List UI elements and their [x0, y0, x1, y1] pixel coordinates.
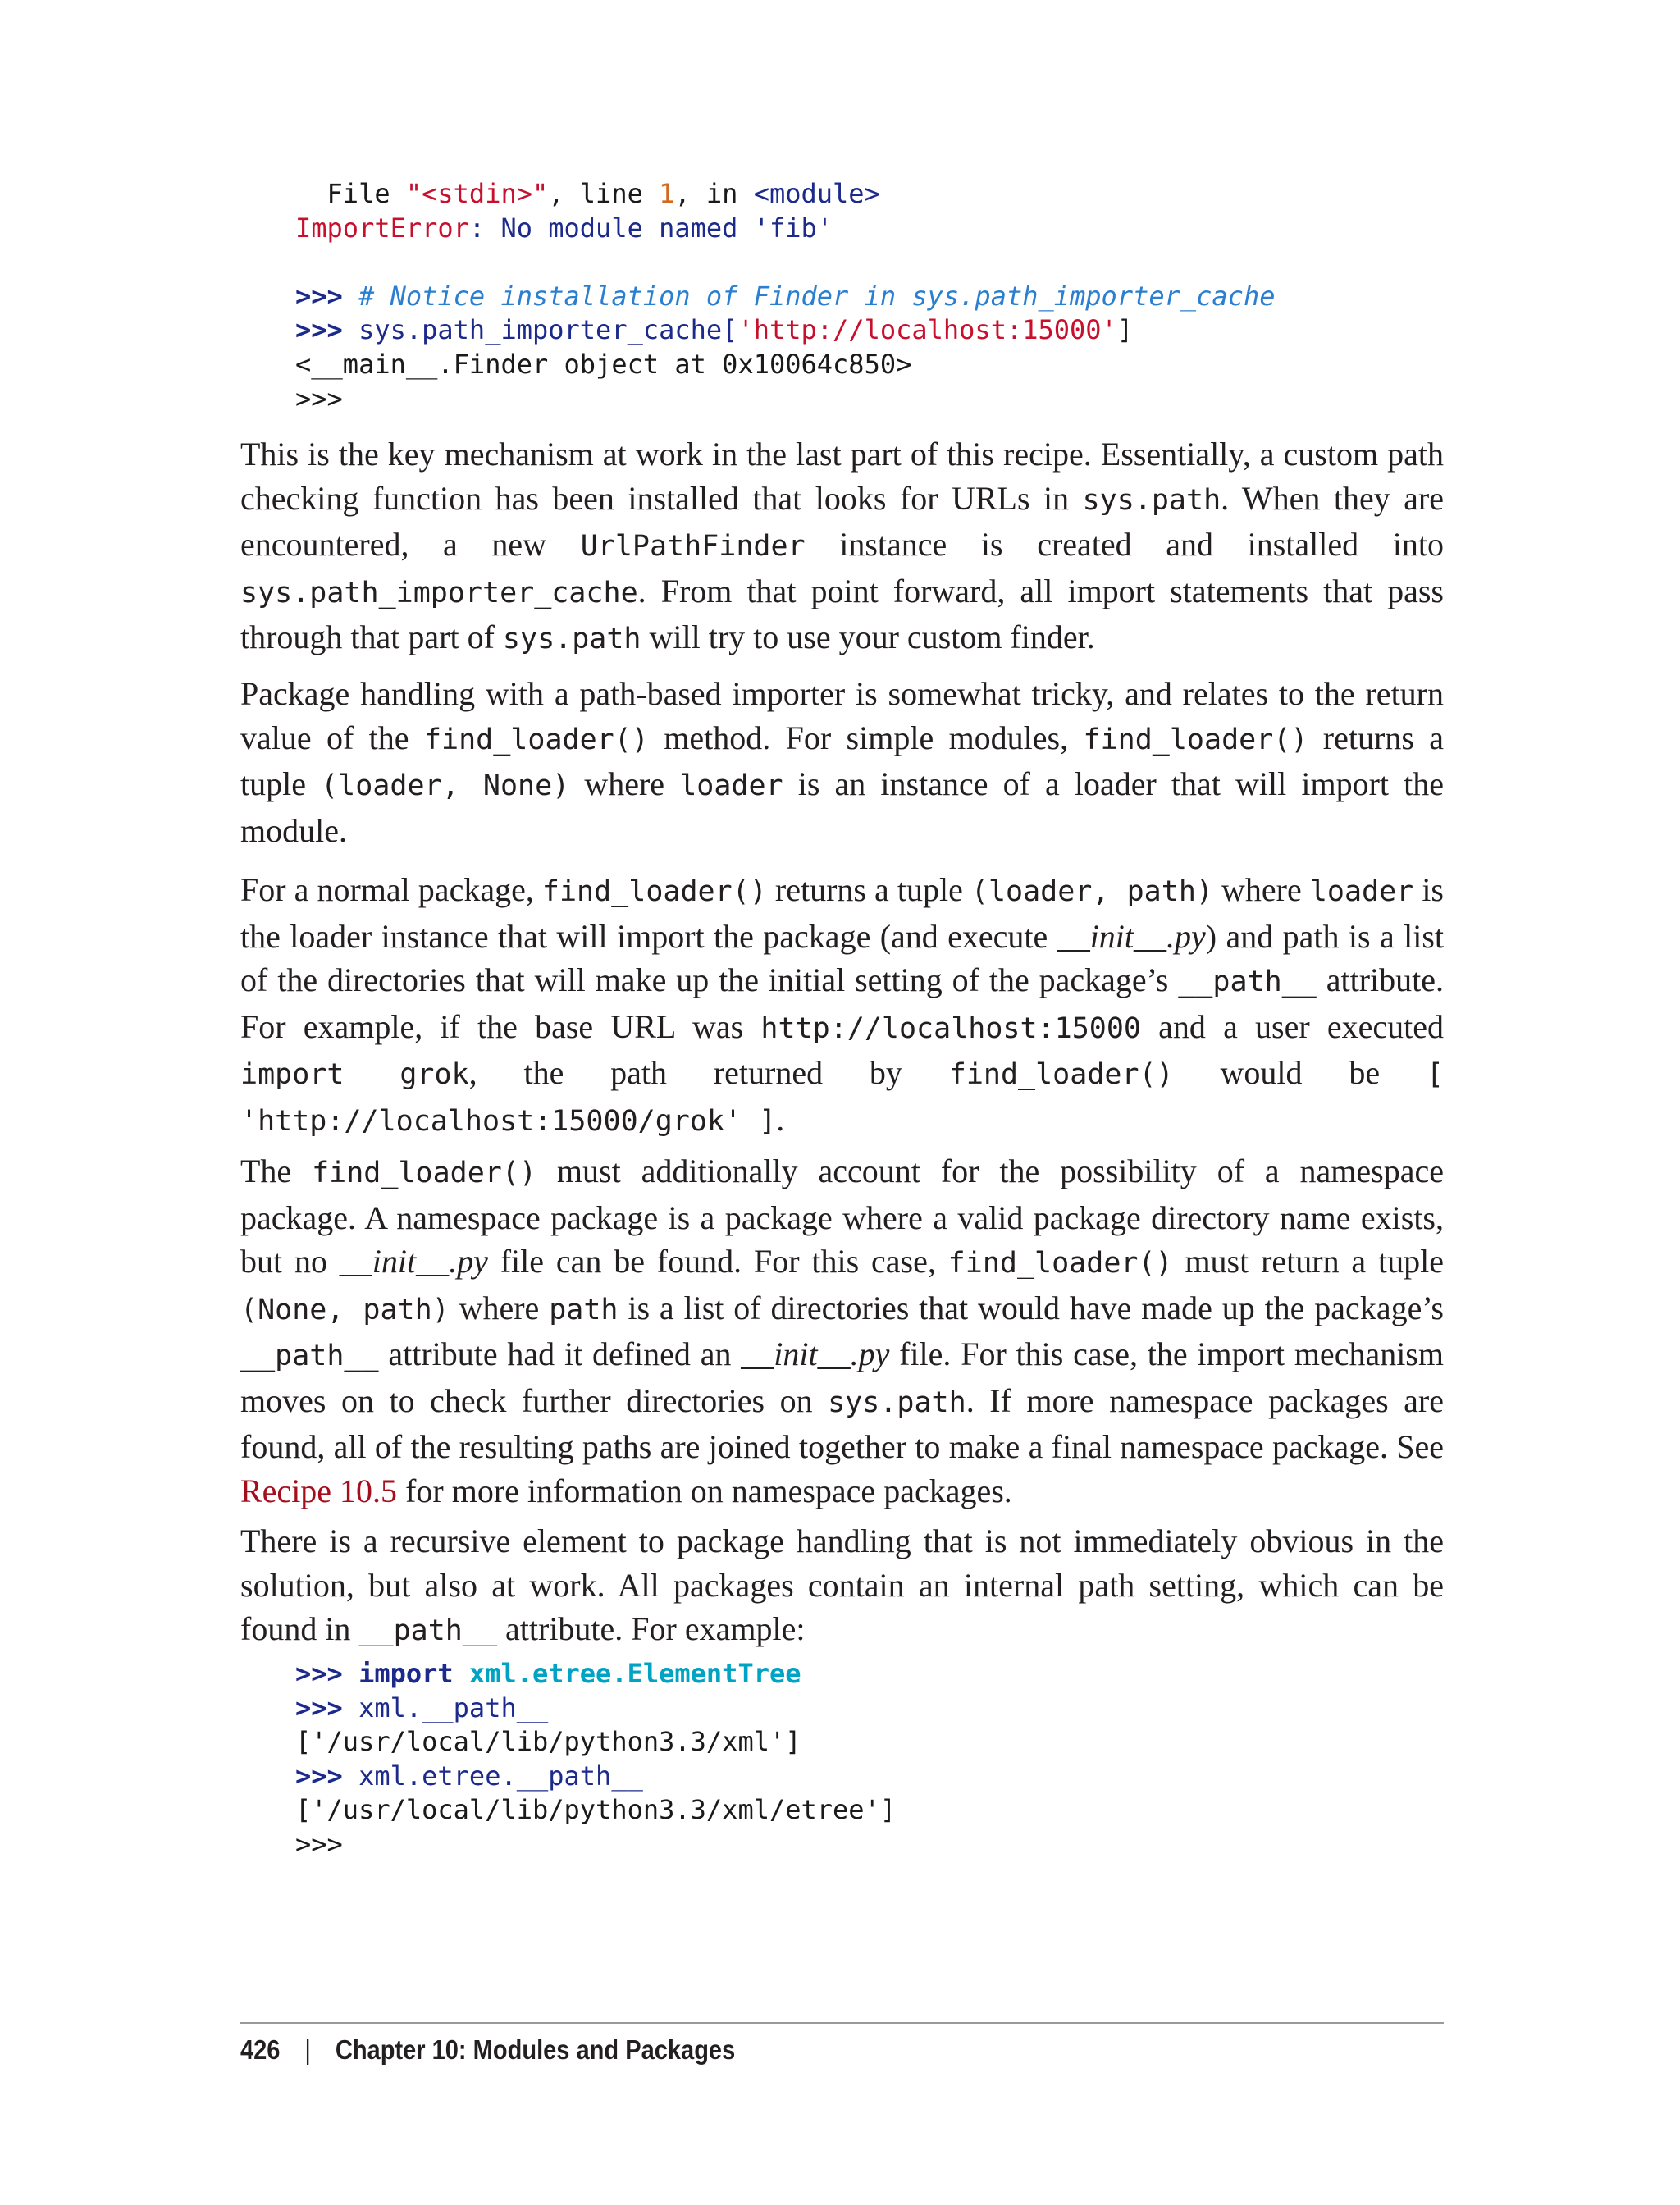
- text: . When they are encountered, a new: [240, 479, 1445, 563]
- code-string: "<stdin>": [405, 178, 549, 209]
- text: would be: [1173, 1054, 1427, 1091]
- paragraph-4: [240, 1149, 1444, 1513]
- inline-code: __path__: [1178, 966, 1317, 998]
- code-line: [295, 1760, 643, 1792]
- text: file. For this case, the import mechanism moves on to check further directories on: [240, 1335, 1444, 1419]
- inline-code: find_loader(): [423, 723, 649, 756]
- inline-code: sys.path: [1082, 483, 1221, 517]
- text: and a user executed: [1141, 1007, 1444, 1045]
- code-module: <module>: [753, 178, 880, 209]
- chapter-title: Chapter 10: Modules and Packages: [335, 2034, 736, 2065]
- text: instance is created and installed into: [805, 526, 1444, 563]
- text: where: [569, 765, 680, 802]
- code-prompt: >>>: [295, 280, 343, 312]
- text: file can be found. For this case,: [487, 1243, 948, 1280]
- text: is a list of directories that would have made up the package’s: [618, 1289, 1444, 1326]
- text: returns a tuple: [766, 871, 971, 908]
- inline-code: find_loader(): [1083, 723, 1308, 756]
- code-module: xml.etree.ElementTree: [468, 1658, 801, 1689]
- inline-code: path: [549, 1293, 619, 1326]
- text: is the loader instance that will import the package (and execute: [240, 871, 1444, 955]
- code-block-bottom: [295, 1657, 896, 1862]
- inline-code: (None, path): [240, 1293, 450, 1326]
- code-line: [295, 212, 833, 244]
- inline-code: find_loader(): [947, 1247, 1173, 1280]
- code-output: ['/usr/local/lib/python3.3/xml']: [295, 1726, 801, 1758]
- inline-code: import grok: [240, 1058, 469, 1091]
- italic-filename: __init__.py: [1057, 917, 1206, 955]
- paragraph-1: [240, 432, 1444, 662]
- paragraph-2: [240, 672, 1444, 852]
- text: , the path returned by: [468, 1054, 949, 1091]
- text: for more information on namespace packages.: [397, 1472, 1012, 1509]
- inline-code: __path__: [358, 1614, 498, 1647]
- inline-code: sys.path_importer_cache: [240, 576, 638, 609]
- code-output: <__main__.Finder object at 0x10064c850>: [295, 348, 912, 380]
- paragraph-5: [240, 1519, 1444, 1654]
- text: Package handling with a path-based importer is somewhat tricky, and relates to the return value of the: [240, 675, 1444, 756]
- inline-code: __path__: [240, 1340, 379, 1372]
- code-text: sys.path_importer_cache[: [358, 314, 738, 346]
- code-prompt: >>>: [295, 1691, 343, 1723]
- text: attribute. For example, if the base URL was: [240, 961, 1444, 1045]
- code-line: [295, 281, 1275, 312]
- page-footer: [240, 2034, 735, 2066]
- code-block-top: [295, 177, 1275, 416]
- italic-filename: __init__.py: [741, 1335, 890, 1372]
- inline-code: (loader, None): [321, 769, 570, 802]
- code-text: xml.__path__: [358, 1691, 549, 1723]
- text: will try to use your custom finder.: [641, 619, 1095, 655]
- inline-code: loader: [679, 769, 783, 802]
- page-number: 426: [240, 2034, 281, 2065]
- code-text: File: [295, 178, 406, 209]
- inline-code: http://localhost:15000: [760, 1011, 1141, 1045]
- code-text: : No module named 'fib': [468, 212, 833, 244]
- text: There is a recursive element to package handling that is not immediately obvious in the solution, but also at work. All packages contain an internal path setting, which can be found in: [240, 1522, 1444, 1647]
- text: where: [1212, 871, 1310, 908]
- code-text: xml.etree.__path__: [358, 1760, 643, 1792]
- footer-divider: [240, 2022, 1444, 2024]
- inline-code: sys.path: [502, 623, 641, 655]
- code-prompt: >>>: [295, 1658, 343, 1689]
- code-line: [295, 1658, 801, 1689]
- text: . If more namespace packages are found, all of the resulting paths are joined together to make a final namespace package. See: [240, 1381, 1444, 1465]
- code-output: ['/usr/local/lib/python3.3/xml/etree']: [295, 1794, 897, 1826]
- code-line: [295, 314, 1133, 345]
- text: This is the key mechanism at work in the last part of this recipe. Essentially, a custom path checking function has been installed that looks for URLs in: [240, 436, 1444, 517]
- code-prompt: >>>: [295, 314, 343, 346]
- code-string: 'http://localhost:15000': [737, 314, 1117, 346]
- text: .: [776, 1100, 785, 1138]
- code-number: 1: [659, 178, 675, 209]
- code-prompt: >>>: [295, 1760, 343, 1792]
- code-text: , in: [674, 178, 754, 209]
- code-text: , line: [548, 178, 660, 209]
- text: attribute had it defined an: [378, 1335, 742, 1372]
- footer-separator: |: [304, 2034, 311, 2065]
- inline-code: loader: [1309, 875, 1414, 908]
- text: method. For simple modules,: [648, 719, 1084, 756]
- recipe-link[interactable]: Recipe 10.5: [240, 1472, 398, 1509]
- inline-code: sys.path: [828, 1386, 966, 1419]
- text: . From that point forward, all import statements that pass through that part of: [240, 572, 1444, 655]
- text: is an instance of a loader that will import the module.: [240, 765, 1445, 849]
- inline-code: (loader, path): [970, 875, 1213, 908]
- text: must additionally account for the possibility of a namespace package. A namespace package is a package where a valid package directory name exists, but no: [240, 1153, 1444, 1280]
- code-text: ]: [1116, 314, 1134, 346]
- code-prompt: >>>: [295, 1828, 343, 1860]
- text: ) and path is a list of the directories that will make up the initial setting of the package’s: [240, 917, 1444, 998]
- code-line: [295, 178, 880, 209]
- code-comment: # Notice installation of Finder in sys.path_importer_cache: [358, 280, 1276, 312]
- inline-code: find_loader(): [948, 1058, 1174, 1091]
- text: attribute. For example:: [497, 1610, 806, 1647]
- italic-filename: __init__.py: [339, 1243, 488, 1280]
- inline-code: UrlPathFinder: [580, 530, 806, 563]
- text: The: [240, 1153, 313, 1189]
- inline-code: find_loader(): [312, 1157, 537, 1189]
- text: where: [449, 1289, 550, 1326]
- code-keyword: import: [358, 1658, 454, 1689]
- code-error-name: ImportError: [295, 212, 469, 244]
- text: must return a tuple: [1172, 1243, 1444, 1280]
- code-line: [295, 1692, 548, 1723]
- paragraph-3: [240, 868, 1444, 1144]
- code-prompt: >>>: [295, 382, 343, 414]
- inline-code: [ 'http://localhost:15000/grok' ]: [240, 1058, 1444, 1138]
- text: returns a tuple: [240, 719, 1445, 802]
- inline-code: find_loader(): [541, 875, 767, 908]
- text: For a normal package,: [240, 871, 542, 908]
